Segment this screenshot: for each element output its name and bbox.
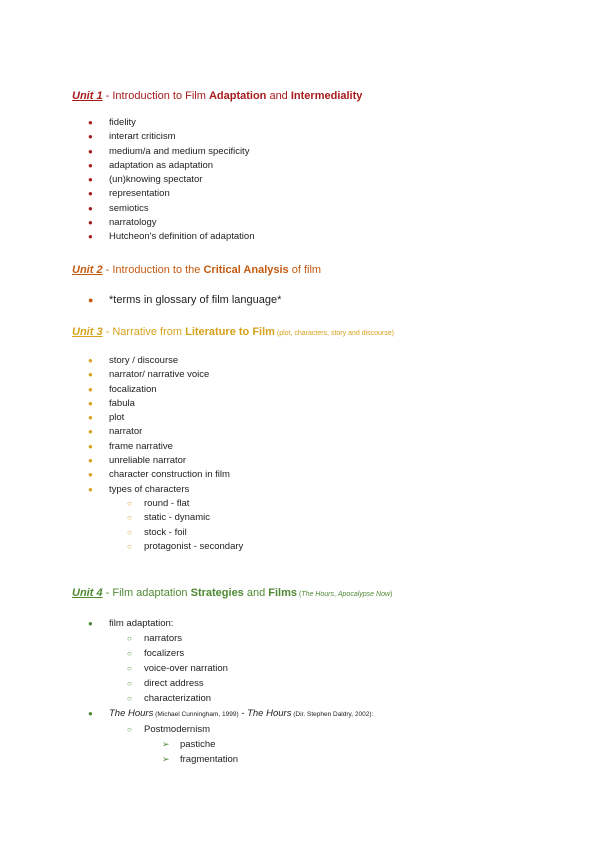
sub-list-item: ○ direct address: [127, 678, 204, 690]
list-item: ● fidelity: [88, 116, 254, 130]
unit-4-text: Film adaptation: [112, 587, 191, 599]
subsub-list-item: ➢ pastiche: [162, 739, 216, 751]
unit-4-list: [88, 617, 373, 767]
unit-4-bold-films: Films: [268, 587, 298, 599]
bullet-icon: ●: [88, 709, 93, 719]
unit-2-sep: -: [102, 264, 113, 276]
bullet-icon: ●: [88, 398, 93, 408]
unit-1-list: [88, 116, 254, 245]
unit-2-heading: [72, 263, 321, 277]
subsub-list-item: ➢ fragmentation: [162, 754, 239, 766]
unit-1-text: Introduction to Film: [112, 90, 209, 102]
sub-list-item: ○ round - flat: [88, 497, 243, 511]
list-item: ● unreliable narrator: [88, 454, 243, 468]
list-item: ● narratology: [88, 216, 254, 230]
bullet-icon: ●: [88, 146, 93, 156]
list-item: ● semiotics: [88, 202, 254, 216]
sub-list-item: ○ characterization: [127, 693, 212, 705]
circle-bullet-icon: ○: [127, 725, 132, 735]
circle-bullet-icon: ○: [127, 498, 132, 508]
list-item: ● interart criticism: [88, 130, 254, 144]
bullet-icon: ●: [88, 427, 93, 437]
list-item: ● narrator/ narrative voice: [88, 368, 243, 382]
list-item: ● film adaptation:: [88, 617, 373, 631]
list-item: ● Hutcheon's definition of adaptation: [88, 230, 254, 244]
sub-list-item: ○ voice-over narration: [127, 663, 228, 675]
bullet-icon: ●: [88, 470, 93, 480]
bullet-icon: ●: [88, 384, 93, 394]
unit-1-and: and: [266, 90, 291, 102]
circle-bullet-icon: ○: [127, 664, 132, 674]
list-item: ● narrator: [88, 425, 243, 439]
unit-4-and: and: [243, 587, 269, 599]
bullet-icon: ●: [88, 456, 93, 466]
unit-2-of-film: of film: [288, 264, 322, 276]
unit-4-subtitle: (The Hours, Apocalypse Now): [297, 591, 393, 598]
bullet-icon: ●: [88, 441, 93, 451]
list-item: ● story / discourse: [88, 354, 243, 368]
unit-1-sep: -: [102, 90, 113, 102]
unit-1-bold-intermediality: Intermediality: [290, 90, 363, 102]
arrow-bullet-icon: ➢: [162, 739, 170, 750]
list-item: ● The Hours (Michael Cunningham, 1999) - The Hours (Dir. Stephen Daldry, 2002):: [88, 706, 373, 722]
bullet-icon: ●: [88, 484, 93, 494]
bullet-icon: ●: [88, 218, 93, 228]
sub-list-item: ○ protagonist - secondary: [88, 540, 243, 554]
sub-list-item: ○ narrators: [127, 633, 183, 645]
unit-3-text: Narrative from: [112, 326, 186, 338]
unit-3-subtitle: (plot, characters, story and discourse): [274, 330, 394, 337]
sub-list-item: ○ static - dynamic: [88, 511, 243, 525]
bullet-icon: ●: [88, 232, 93, 242]
circle-bullet-icon: ○: [127, 679, 132, 689]
circle-bullet-icon: ○: [127, 694, 132, 704]
unit-3-heading: [72, 325, 394, 341]
unit-2-bold-critical-analysis: Critical Analysis: [203, 264, 289, 276]
list-item: ● representation: [88, 187, 254, 201]
circle-bullet-icon: ○: [127, 541, 132, 551]
list-item: ● plot: [88, 411, 243, 425]
bullet-icon: ●: [88, 295, 94, 305]
unit-3-list: [88, 354, 243, 554]
sub-list-item: ○ stock - foil: [88, 526, 243, 540]
list-item: ● character construction in film: [88, 468, 243, 482]
list-item: ● medium/a and medium specificity: [88, 145, 254, 159]
unit-4-heading: [72, 586, 392, 602]
unit-3-sep: -: [102, 326, 113, 338]
list-item: ● frame narrative: [88, 440, 243, 454]
list-item: ● fabula: [88, 397, 243, 411]
unit-1-bold-adaptation: Adaptation: [208, 90, 267, 102]
unit-1-label: Unit 1: [72, 90, 103, 102]
bullet-icon: ●: [88, 413, 93, 423]
bullet-icon: ●: [88, 356, 93, 365]
bullet-icon: ●: [88, 203, 93, 213]
bullet-icon: ●: [88, 189, 93, 199]
list-item: ● focalization: [88, 383, 243, 397]
bullet-icon: ●: [88, 175, 93, 185]
bullet-icon: ●: [88, 160, 93, 170]
bullet-icon: ●: [88, 118, 93, 127]
unit-3-bold-literature-to-film: Literature to Film: [185, 326, 275, 338]
unit-4-sep: -: [102, 587, 113, 599]
unit-3-label: Unit 3: [72, 326, 103, 338]
bullet-icon: ●: [88, 132, 93, 142]
unit-4-bold-strategies: Strategies: [190, 587, 244, 599]
sub-list-item: ○ Postmodernism: [127, 724, 210, 736]
unit-1-heading: [72, 89, 362, 103]
unit-2-text: Introduction to the: [112, 264, 204, 276]
bullet-icon: ●: [88, 619, 93, 628]
sub-list-item: ○ focalizers: [127, 648, 185, 660]
list-item: ● adaptation as adaptation: [88, 159, 254, 173]
unit-2-label: Unit 2: [72, 264, 103, 276]
circle-bullet-icon: ○: [127, 649, 132, 659]
list-item: ● (un)knowing spectator: [88, 173, 254, 187]
bullet-icon: ●: [88, 370, 93, 380]
list-item: ● *terms in glossary of film language*: [88, 294, 282, 306]
list-item: ● types of characters: [88, 483, 243, 497]
circle-bullet-icon: ○: [127, 513, 132, 523]
circle-bullet-icon: ○: [127, 634, 132, 644]
unit-2-list: [88, 293, 281, 307]
arrow-bullet-icon: ➢: [162, 754, 170, 765]
unit-4-label: Unit 4: [72, 587, 103, 599]
circle-bullet-icon: ○: [127, 527, 132, 537]
